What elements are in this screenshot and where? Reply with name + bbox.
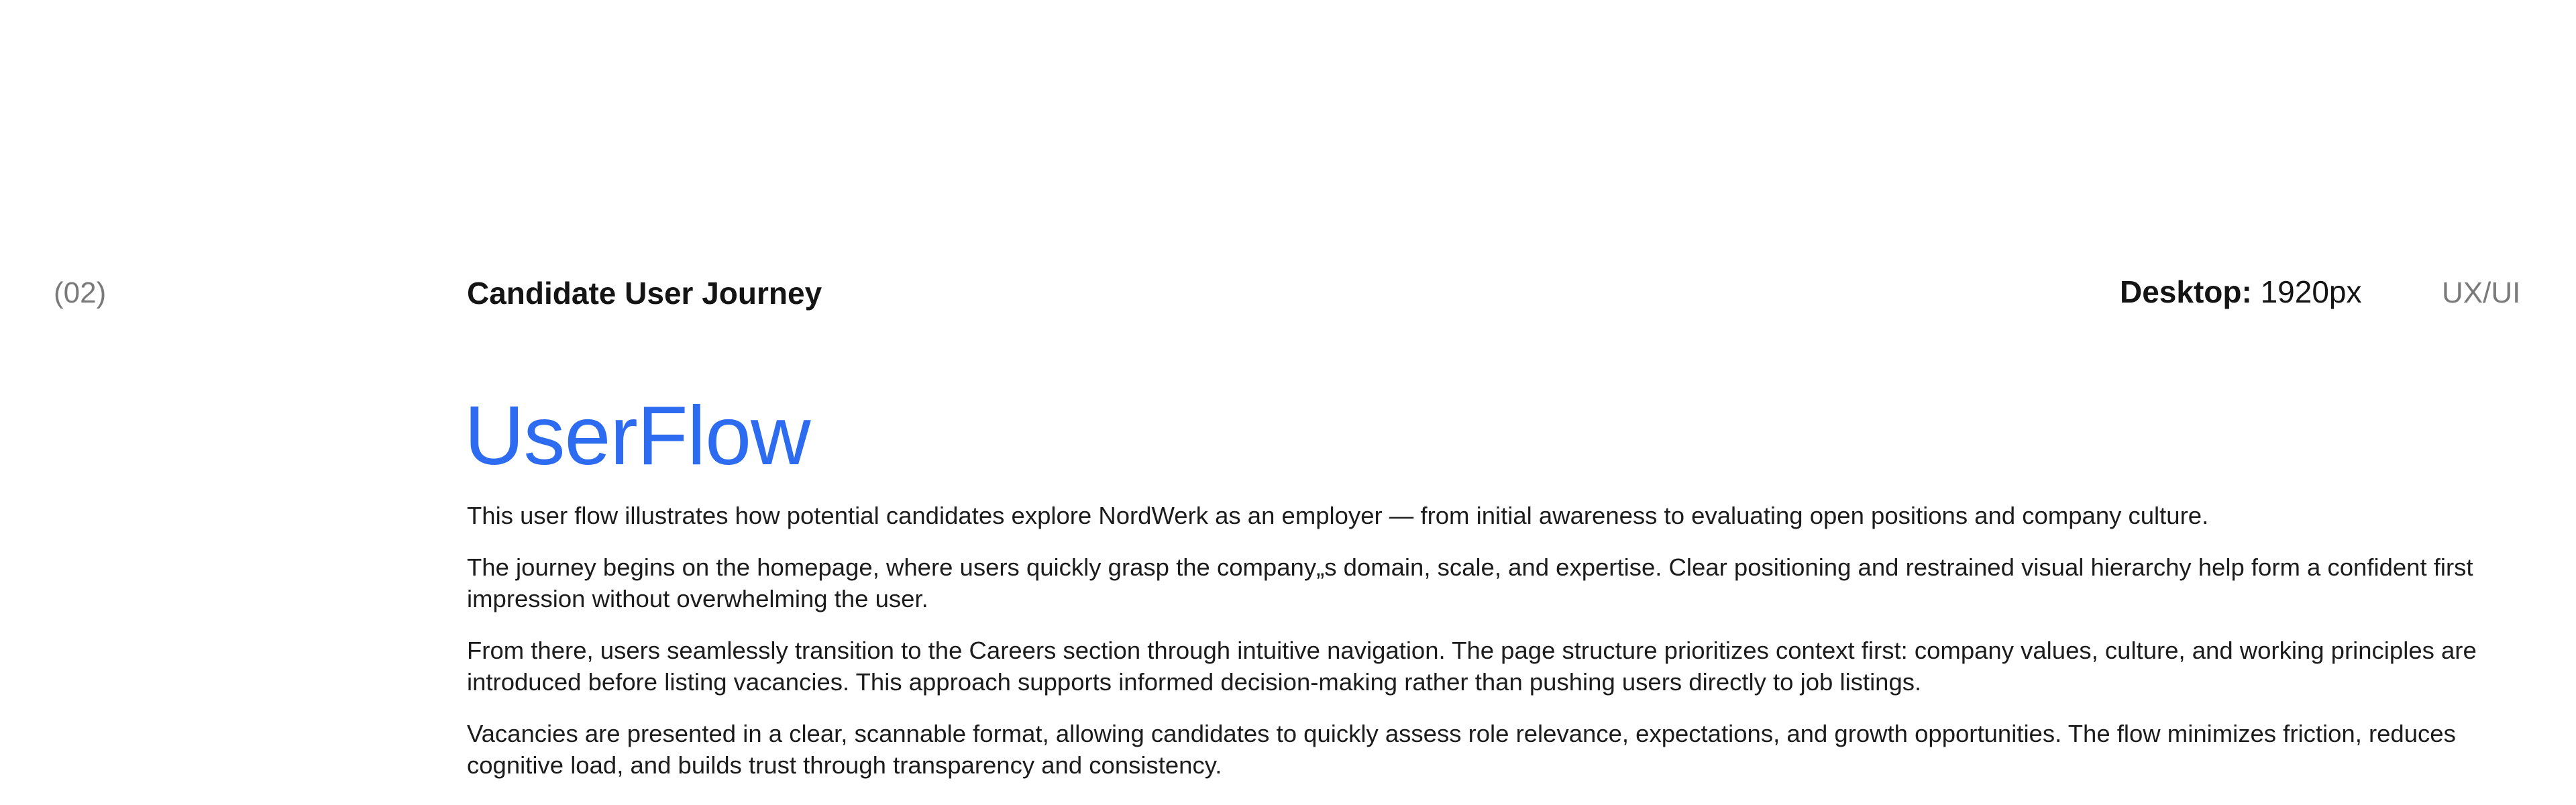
section-index: (02) [54, 276, 107, 309]
description-body [467, 500, 2506, 801]
viewport-colon: : [2241, 274, 2252, 309]
paragraph-careers: From there, users seamlessly transition to the Careers section through intuitive navigation. The page structure prioritizes context first: company values, culture, and working principles are introduced before listing vacancies. This approach supports informed decision-making rather than pushing users directly to job listings. [467, 637, 2477, 696]
paragraph-homepage: The journey begins on the homepage, where users quickly grasp the company„s domain, scale, and expertise. Clear positioning and restrained visual hierarchy help form a confident first impression without overwhelming the user. [467, 553, 2473, 612]
viewport-label: Desktop [2120, 274, 2242, 309]
category-tag: UX/UI [2442, 276, 2521, 309]
paragraph-intro: This user flow illustrates how potential candidates explore NordWerk as an employer — from initial awareness to evaluating open positions and company culture. [467, 502, 2209, 529]
viewport-value: 1920px [2260, 274, 2362, 309]
page-heading: UserFlow [464, 390, 810, 482]
paragraph-vacancies: Vacancies are presented in a clear, scannable format, allowing candidates to quickly assess role relevance, expectations, and growth opportunities. The flow minimizes friction, reduces cognitive load, and builds trust through transparency and consistency. [467, 720, 2456, 779]
viewport-meta [2120, 272, 2362, 312]
section-title: Candidate User Journey [467, 276, 822, 311]
